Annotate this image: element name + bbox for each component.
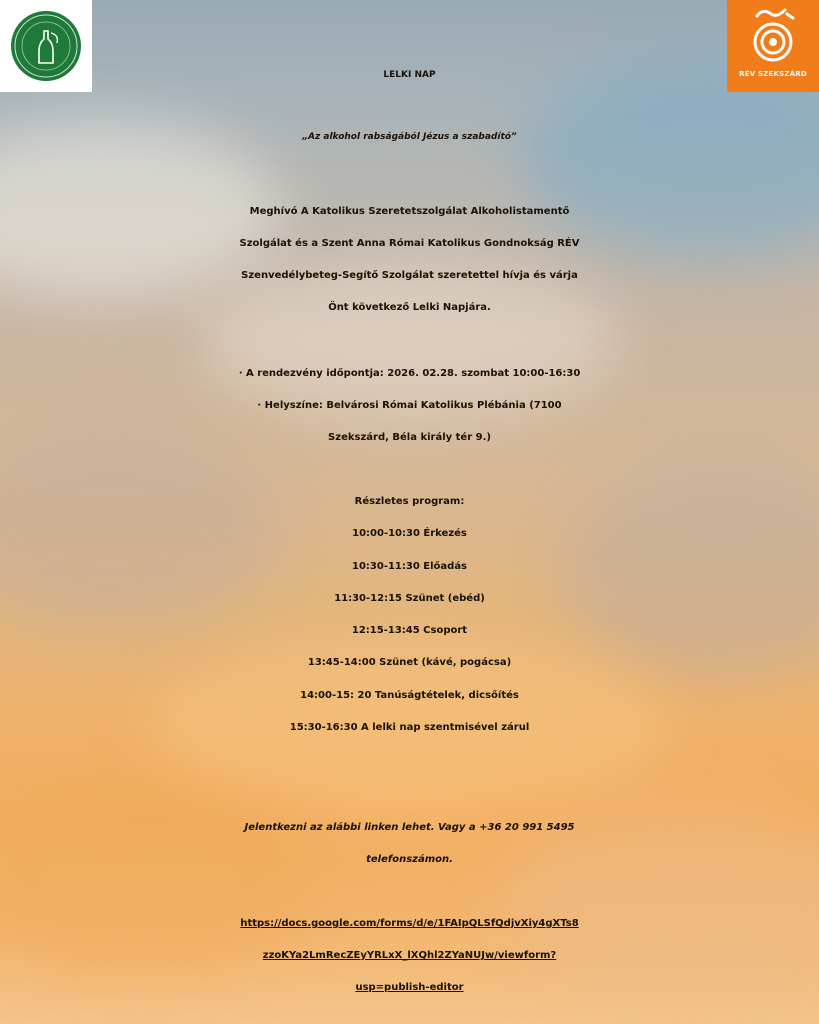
program-item: 14:00-15: 20 Tanúságtételek, dicsőítés	[300, 689, 519, 701]
event-details	[0, 358, 819, 454]
program-item: 13:45-14:00 Szünet (kávé, pogácsa)	[307, 657, 512, 669]
registration-link-line[interactable]: usp=publish-editor	[355, 982, 464, 993]
registration-line: telefonszámon.	[366, 854, 453, 865]
program-item: 10:00-10:30 Érkezés	[352, 528, 467, 540]
logo-right-caption: RÉV SZEKSZÁRD	[739, 70, 807, 78]
registration-link[interactable]	[0, 908, 819, 1004]
program-title: Részletes program:	[354, 496, 465, 507]
program-item: 15:30-16:30 A lelki nap szentmisével zárul	[289, 722, 530, 734]
invitation-line: Meghívó A Katolikus Szeretetszolgálat Alkoholistamentő	[249, 206, 570, 217]
registration-link-line[interactable]: zzoKYa2LmRecZEyYRLxX_lXQhl2ZYaNUJw/viewform?	[262, 950, 557, 961]
program-list	[0, 486, 819, 744]
poster-motto: „Az alkohol rabságából Jézus a szabadító”	[302, 132, 517, 142]
program-item: 11:30-12:15 Szünet (ebéd)	[334, 592, 485, 604]
registration-line: Jelentkezni az alábbi linken lehet. Vagy a +36 20 991 5495	[244, 822, 575, 833]
program-item: 10:30-11:30 Előadás	[351, 560, 468, 572]
invitation-text	[0, 196, 819, 324]
event-location-cont: Szekszárd, Béla király tér 9.)	[328, 432, 491, 443]
invitation-line: Szenvedélybeteg-Segítő Szolgálat szeretettel hívja és várja	[241, 270, 578, 281]
event-time: · A rendezvény időpontja: 2026. 02.28. szombat 10:00-16:30	[238, 368, 581, 379]
registration-text	[0, 812, 819, 876]
registration-link-line[interactable]: https://docs.google.com/forms/d/e/1FAIpQLSfQdjvXiy4gXTs8	[240, 918, 579, 929]
program-item: 12:15-13:45 Csoport	[351, 625, 468, 637]
invitation-line: Szolgálat és a Szent Anna Római Katolikus Gondnokság RÉV	[239, 238, 580, 249]
invitation-line: Önt következő Lelki Napjára.	[328, 302, 491, 313]
poster-title: LELKI NAP	[383, 70, 436, 80]
event-location: · Helyszíne: Belvárosi Római Katolikus Plébánia (7100	[257, 400, 562, 411]
